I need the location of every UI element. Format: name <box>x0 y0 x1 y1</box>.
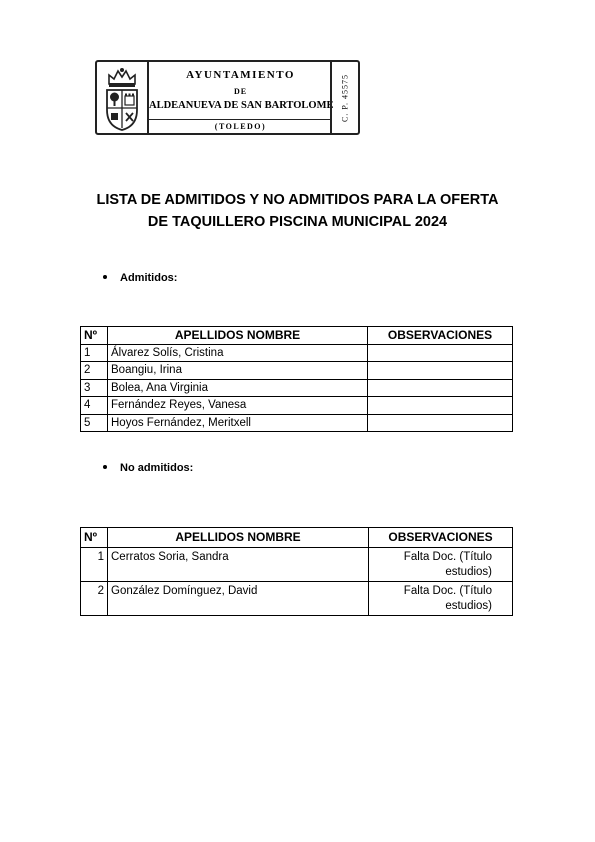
observation-line-1: Falta Doc. (Título <box>403 585 492 597</box>
column-header-number: Nº <box>81 327 108 345</box>
row-number: 4 <box>81 397 108 415</box>
observation-line-2: estudios) <box>445 566 492 578</box>
postal-code-panel <box>330 62 358 133</box>
row-observations <box>368 362 513 380</box>
table-row <box>81 414 513 432</box>
row-observations <box>368 397 513 415</box>
row-name: Fernández Reyes, Vanesa <box>108 397 368 415</box>
document-title <box>60 189 535 233</box>
row-observations <box>369 548 513 582</box>
table-row <box>81 397 513 415</box>
letterhead-line-province: (TOLEDO) <box>214 122 267 131</box>
postal-code: C. P. 45575 <box>340 73 350 122</box>
column-header-number: Nº <box>81 528 108 548</box>
row-name: Hoyos Fernández, Meritxell <box>108 414 368 432</box>
row-name: Boangiu, Irina <box>108 362 368 380</box>
letterhead-text <box>149 62 332 133</box>
row-observations <box>368 379 513 397</box>
title-line-1: LISTA DE ADMITIDOS Y NO ADMITIDOS PARA LA OFERTA <box>96 192 499 208</box>
row-number: 1 <box>81 344 108 362</box>
crest-panel <box>97 62 149 133</box>
table-header-row <box>81 327 513 345</box>
column-header-name: APELLIDOS NOMBRE <box>108 528 369 548</box>
row-number: 3 <box>81 379 108 397</box>
observation-line-1: Falta Doc. (Título <box>403 551 492 563</box>
letterhead-line-de: DE <box>233 87 248 96</box>
row-observations <box>369 582 513 616</box>
column-header-name: APELLIDOS NOMBRE <box>108 327 368 345</box>
admitted-heading <box>103 272 177 284</box>
table-row <box>81 548 513 582</box>
letterhead-line-town: ALDEANUEVA DE SAN BARTOLOME <box>149 100 334 111</box>
row-number: 1 <box>81 548 108 582</box>
row-number: 5 <box>81 414 108 432</box>
row-name: Álvarez Solís, Cristina <box>108 344 368 362</box>
column-header-observations: OBSERVACIONES <box>368 327 513 345</box>
table-row <box>81 344 513 362</box>
letterhead-divider <box>149 119 332 120</box>
rejected-table <box>80 527 513 616</box>
title-line-2: DE TAQUILLERO PISCINA MUNICIPAL 2024 <box>147 214 448 230</box>
observation-line-2: estudios) <box>445 600 492 612</box>
table-header-row <box>81 528 513 548</box>
row-name: Cerratos Soria, Sandra <box>108 548 369 582</box>
column-header-observations: OBSERVACIONES <box>369 528 513 548</box>
row-number: 2 <box>81 582 108 616</box>
table-row <box>81 379 513 397</box>
admitted-table <box>80 326 513 432</box>
row-name: González Domínguez, David <box>108 582 369 616</box>
row-number: 2 <box>81 362 108 380</box>
table-row <box>81 362 513 380</box>
rejected-heading-text: No admitidos: <box>120 462 194 474</box>
bullet-icon <box>103 275 107 279</box>
bullet-icon <box>103 465 107 469</box>
letterhead-line-ayuntamiento: AYUNTAMIENTO <box>186 69 295 81</box>
table-row <box>81 582 513 616</box>
row-name: Bolea, Ana Virginia <box>108 379 368 397</box>
row-observations <box>368 344 513 362</box>
coat-of-arms-icon <box>103 66 141 132</box>
row-observations <box>368 414 513 432</box>
rejected-heading <box>103 462 193 474</box>
letterhead-stamp <box>95 60 360 135</box>
admitted-heading-text: Admitidos: <box>120 272 178 284</box>
